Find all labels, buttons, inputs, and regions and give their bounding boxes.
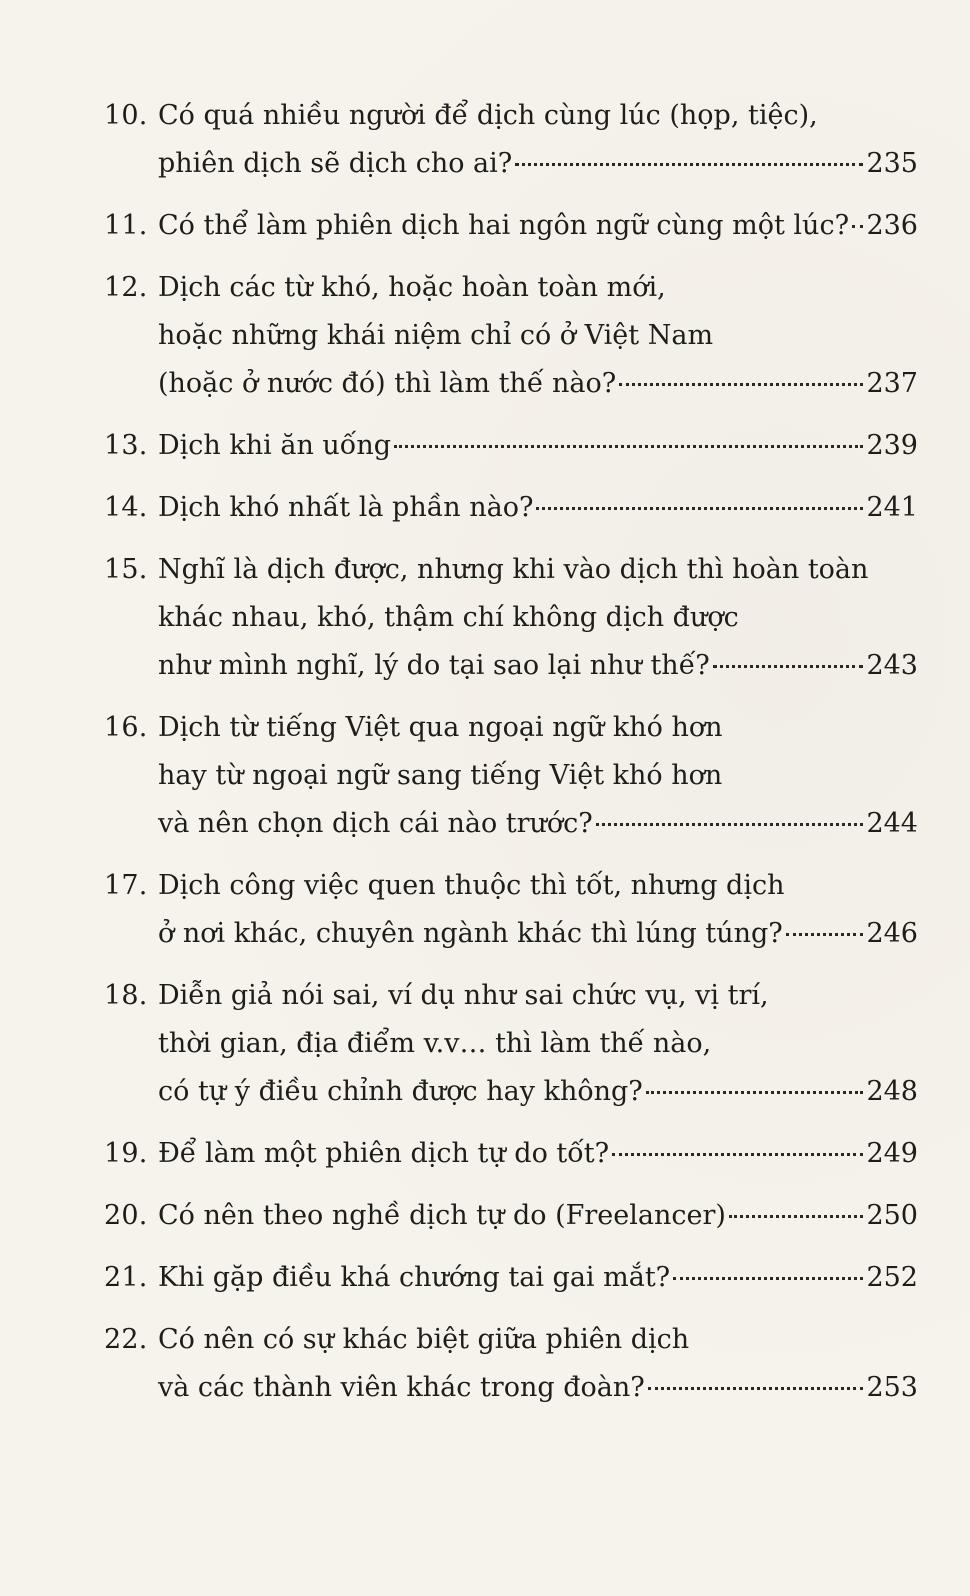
toc-entry-text: và các thành viên khác trong đoàn? (158, 1372, 645, 1403)
toc-entry-line (158, 862, 918, 910)
toc-entry (104, 1130, 918, 1178)
toc-entry (104, 972, 918, 1116)
toc-entry-title (158, 704, 918, 848)
toc-entry-title (158, 264, 918, 408)
toc-entry-text: Dịch công việc quen thuộc thì tốt, nhưng dịch (158, 870, 785, 901)
toc-entry-line (158, 546, 918, 594)
toc-entry-text: Nghĩ là dịch được, nhưng khi vào dịch thì hoàn toàn (158, 554, 869, 585)
toc-entry-last-line (158, 1068, 918, 1116)
toc-entry-last-line (158, 800, 918, 848)
toc-entry-text: ở nơi khác, chuyên ngành khác thì lúng túng? (158, 918, 783, 949)
dot-leader (852, 225, 863, 228)
toc-entry-line (158, 1316, 918, 1364)
dot-leader (596, 823, 864, 826)
toc-entry-title (158, 484, 918, 532)
toc-entry (104, 484, 918, 532)
toc-entry-text: và nên chọn dịch cái nào trước? (158, 808, 593, 839)
toc-entry-title (158, 1192, 918, 1240)
toc-entry-title (158, 202, 918, 250)
toc-entry-text: Có thể làm phiên dịch hai ngôn ngữ cùng một lúc? (158, 210, 850, 241)
toc-entry-line (158, 264, 918, 312)
toc-entry-title (158, 92, 918, 188)
toc-entry-page-number: 235 (866, 148, 918, 179)
toc-entry-text: phiên dịch sẽ dịch cho ai? (158, 148, 513, 179)
toc-entry-text: Có nên có sự khác biệt giữa phiên dịch (158, 1324, 690, 1355)
toc-entry-text: Để làm một phiên dịch tự do tốt? (158, 1138, 610, 1169)
dot-leader (673, 1277, 863, 1280)
toc-entry-last-line (158, 1254, 918, 1302)
toc-entry-number: 13. (104, 430, 148, 461)
dot-leader (612, 1153, 863, 1156)
toc-entry (104, 704, 918, 848)
toc-entry (104, 202, 918, 250)
table-of-contents (104, 92, 918, 1426)
toc-entry-text: Diễn giả nói sai, ví dụ như sai chức vụ, vị trí, (158, 980, 769, 1011)
toc-entry-title (158, 862, 918, 958)
toc-entry-last-line (158, 1364, 918, 1412)
toc-entry-title (158, 1254, 918, 1302)
toc-entry-page-number: 246 (866, 918, 918, 949)
toc-entry-number: 10. (104, 100, 148, 131)
toc-entry-text: có tự ý điều chỉnh được hay không? (158, 1076, 643, 1107)
toc-entry-title (158, 1316, 918, 1412)
toc-entry-text: thời gian, địa điểm v.v… thì làm thế nào, (158, 1028, 712, 1059)
toc-entry-line (158, 92, 918, 140)
dot-leader (729, 1215, 864, 1218)
toc-entry-text: như mình nghĩ, lý do tại sao lại như thế? (158, 650, 710, 681)
toc-entry-number: 12. (104, 272, 148, 303)
toc-entry-number: 17. (104, 870, 148, 901)
toc-entry-line (158, 594, 918, 642)
dot-leader (619, 383, 863, 386)
toc-entry-page-number: 248 (866, 1076, 918, 1107)
toc-entry-last-line (158, 1192, 918, 1240)
toc-entry-last-line (158, 360, 918, 408)
toc-entry-last-line (158, 140, 918, 188)
toc-entry-text: hoặc những khái niệm chỉ có ở Việt Nam (158, 320, 714, 351)
toc-entry (104, 422, 918, 470)
toc-entry-number: 19. (104, 1138, 148, 1169)
toc-entry-page-number: 252 (866, 1262, 918, 1293)
toc-entry (104, 264, 918, 408)
toc-entry (104, 862, 918, 958)
toc-entry-title (158, 972, 918, 1116)
toc-entry-line (158, 312, 918, 360)
dot-leader (515, 163, 863, 166)
toc-entry-text: khác nhau, khó, thậm chí không dịch được (158, 602, 739, 633)
toc-entry-last-line (158, 202, 918, 250)
toc-entry-number: 16. (104, 712, 148, 743)
toc-entry-text: Khi gặp điều khá chướng tai gai mắt? (158, 1262, 671, 1293)
toc-entry-text: hay từ ngoại ngữ sang tiếng Việt khó hơn (158, 760, 723, 791)
toc-entry-text: Có quá nhiều người để dịch cùng lúc (họp, tiệc), (158, 100, 818, 131)
toc-entry-page-number: 244 (866, 808, 918, 839)
toc-entry-number: 20. (104, 1200, 148, 1231)
toc-entry (104, 1192, 918, 1240)
toc-entry-line (158, 972, 918, 1020)
dot-leader (648, 1387, 864, 1390)
toc-entry-number: 18. (104, 980, 148, 1011)
toc-entry-page-number: 253 (866, 1372, 918, 1403)
toc-entry-page-number: 243 (866, 650, 918, 681)
toc-entry-line (158, 1020, 918, 1068)
toc-entry-page-number: 241 (866, 492, 918, 523)
toc-entry-title (158, 422, 918, 470)
toc-entry (104, 1316, 918, 1412)
toc-entry-text: Dịch khi ăn uống (158, 430, 391, 461)
toc-entry-title (158, 546, 918, 690)
toc-entry-last-line (158, 1130, 918, 1178)
toc-entry-last-line (158, 642, 918, 690)
toc-entry (104, 92, 918, 188)
toc-entry-text: Dịch từ tiếng Việt qua ngoại ngữ khó hơn (158, 712, 723, 743)
dot-leader (536, 507, 863, 510)
toc-entry-text: Dịch các từ khó, hoặc hoàn toàn mới, (158, 272, 666, 303)
toc-entry-page-number: 250 (866, 1200, 918, 1231)
toc-entry-page-number: 237 (866, 368, 918, 399)
toc-entry-last-line (158, 484, 918, 532)
toc-entry-line (158, 752, 918, 800)
toc-entry-number: 15. (104, 554, 148, 585)
dot-leader (713, 665, 864, 668)
toc-entry-page-number: 249 (866, 1138, 918, 1169)
dot-leader (394, 445, 863, 448)
toc-entry-text: (hoặc ở nước đó) thì làm thế nào? (158, 368, 617, 399)
toc-entry-line (158, 704, 918, 752)
toc-entry-number: 14. (104, 492, 148, 523)
toc-entry-number: 11. (104, 210, 148, 241)
dot-leader (786, 933, 864, 936)
dot-leader (646, 1091, 864, 1094)
toc-entry (104, 546, 918, 690)
toc-entry-text: Có nên theo nghề dịch tự do (Freelancer) (158, 1200, 726, 1231)
toc-entry (104, 1254, 918, 1302)
toc-entry-number: 22. (104, 1324, 148, 1355)
toc-entry-page-number: 239 (866, 430, 918, 461)
toc-entry-number: 21. (104, 1262, 148, 1293)
toc-entry-page-number: 236 (866, 210, 918, 241)
toc-entry-text: Dịch khó nhất là phần nào? (158, 492, 534, 523)
toc-entry-last-line (158, 910, 918, 958)
toc-entry-title (158, 1130, 918, 1178)
toc-entry-last-line (158, 422, 918, 470)
